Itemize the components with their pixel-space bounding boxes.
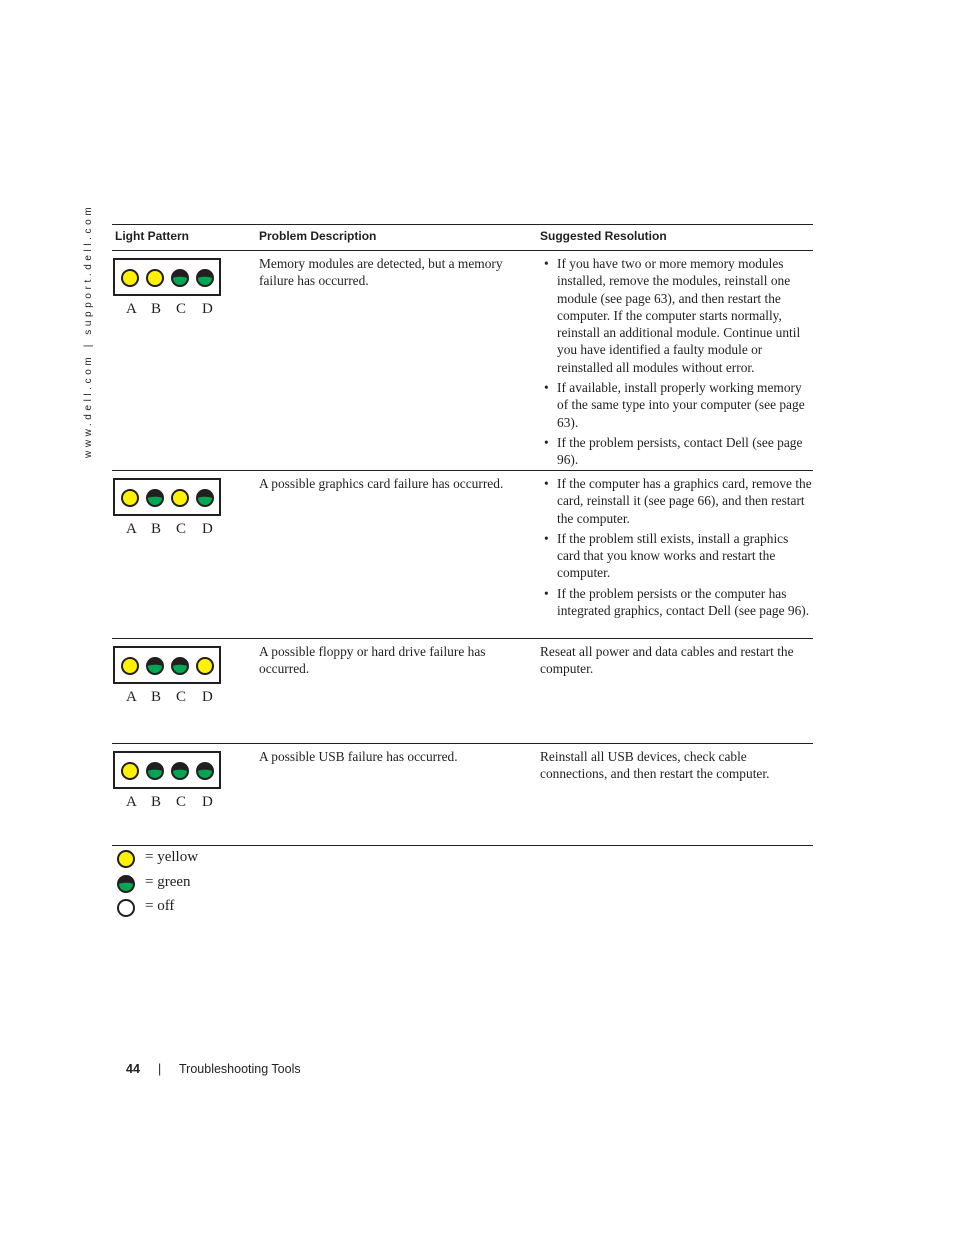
letter-b: B: [151, 521, 162, 537]
letter-a: A: [126, 689, 137, 705]
legend-yellow-label: = yellow: [145, 849, 199, 865]
green-light: [172, 658, 188, 674]
green-light: [147, 658, 163, 674]
light-pattern-icon: [121, 267, 217, 289]
green-light-icon: [116, 874, 136, 894]
footer-separator: |: [158, 1062, 162, 1076]
suggested-resolution: Reinstall all USB devices, check cable connections, and then restart the computer.: [540, 749, 770, 782]
problem-description: A possible graphics card failure has occurred.: [259, 476, 504, 491]
green-light: [197, 270, 213, 286]
off-light: [118, 900, 134, 916]
letter-b: B: [151, 301, 162, 317]
resolution-bullet: • If the computer has a graphics card, remove the card, reinstall it (see page 66), and then restart the computer.: [540, 475, 812, 527]
letter-d: D: [202, 521, 213, 537]
yellow-light: [172, 490, 188, 506]
table-row: [112, 744, 813, 846]
yellow-light-icon: [116, 849, 136, 869]
problem-description: Memory modules are detected, but a memory failure has occurred.: [259, 256, 503, 289]
letter-d: D: [202, 301, 213, 317]
light-pattern: [113, 646, 221, 684]
footer-section-title: Troubleshooting Tools: [179, 1062, 301, 1076]
light-pattern-icon: [121, 655, 217, 677]
table-row: [112, 251, 813, 471]
table-row: [112, 639, 813, 744]
green-light: [118, 876, 134, 892]
green-light: [197, 490, 213, 506]
header-light-pattern: Light Pattern: [115, 229, 189, 243]
legend-green-label: = green: [145, 874, 191, 890]
yellow-light: [122, 658, 138, 674]
light-pattern: [113, 751, 221, 789]
light-pattern-icon: [121, 760, 217, 782]
suggested-resolution: [540, 255, 812, 472]
letter-d: D: [202, 794, 213, 810]
resolution-bullet: • If the problem persists or the computer has integrated graphics, contact Dell (see page 96).: [540, 585, 812, 620]
header-problem-description: Problem Description: [259, 229, 377, 243]
letter-c: C: [176, 794, 187, 810]
letter-c: C: [176, 521, 187, 537]
suggested-resolution: [540, 475, 812, 622]
legend-off-label: = off: [145, 898, 175, 914]
table-row: [112, 471, 813, 639]
letter-b: B: [151, 794, 162, 810]
table-header: [112, 224, 813, 251]
resolution-bullet: • If the problem still exists, install a graphics card that you know works and restart the computer.: [540, 530, 812, 582]
diagnostic-lights-table: [112, 224, 813, 846]
green-light: [172, 270, 188, 286]
letter-c: C: [176, 301, 187, 317]
light-pattern: [113, 258, 221, 296]
yellow-light: [122, 270, 138, 286]
light-pattern: [113, 478, 221, 516]
yellow-light: [197, 658, 213, 674]
letter-b: B: [151, 689, 162, 705]
green-light: [197, 763, 213, 779]
green-light: [147, 763, 163, 779]
side-url: www.dell.com | support.dell.com: [83, 203, 94, 458]
suggested-resolution: Reseat all power and data cables and restart the computer.: [540, 644, 794, 677]
problem-description: A possible USB failure has occurred.: [259, 749, 458, 764]
yellow-light: [147, 270, 163, 286]
green-light: [147, 490, 163, 506]
resolution-bullet: • If the problem persists, contact Dell (see page 96).: [540, 434, 812, 469]
green-light: [172, 763, 188, 779]
resolution-bullet: • If you have two or more memory modules installed, remove the modules, reinstall one module (see page 63), and then restart the computer. If the computer starts normally, reinstall an additional module. Continue until you have identified a faulty module or reinstalled all modules without error.: [540, 255, 812, 376]
page-number: 44: [126, 1062, 140, 1076]
yellow-light: [118, 851, 134, 867]
light-pattern-icon: [121, 487, 217, 509]
letter-a: A: [126, 301, 137, 317]
resolution-bullet: • If available, install properly working memory of the same type into your computer (see page 63).: [540, 379, 812, 431]
yellow-light: [122, 763, 138, 779]
yellow-light: [122, 490, 138, 506]
letter-d: D: [202, 689, 213, 705]
off-light-icon: [116, 898, 136, 918]
letter-c: C: [176, 689, 187, 705]
problem-description: A possible floppy or hard drive failure has occurred.: [259, 644, 486, 677]
letter-a: A: [126, 521, 137, 537]
header-suggested-resolution: Suggested Resolution: [540, 229, 667, 243]
letter-a: A: [126, 794, 137, 810]
